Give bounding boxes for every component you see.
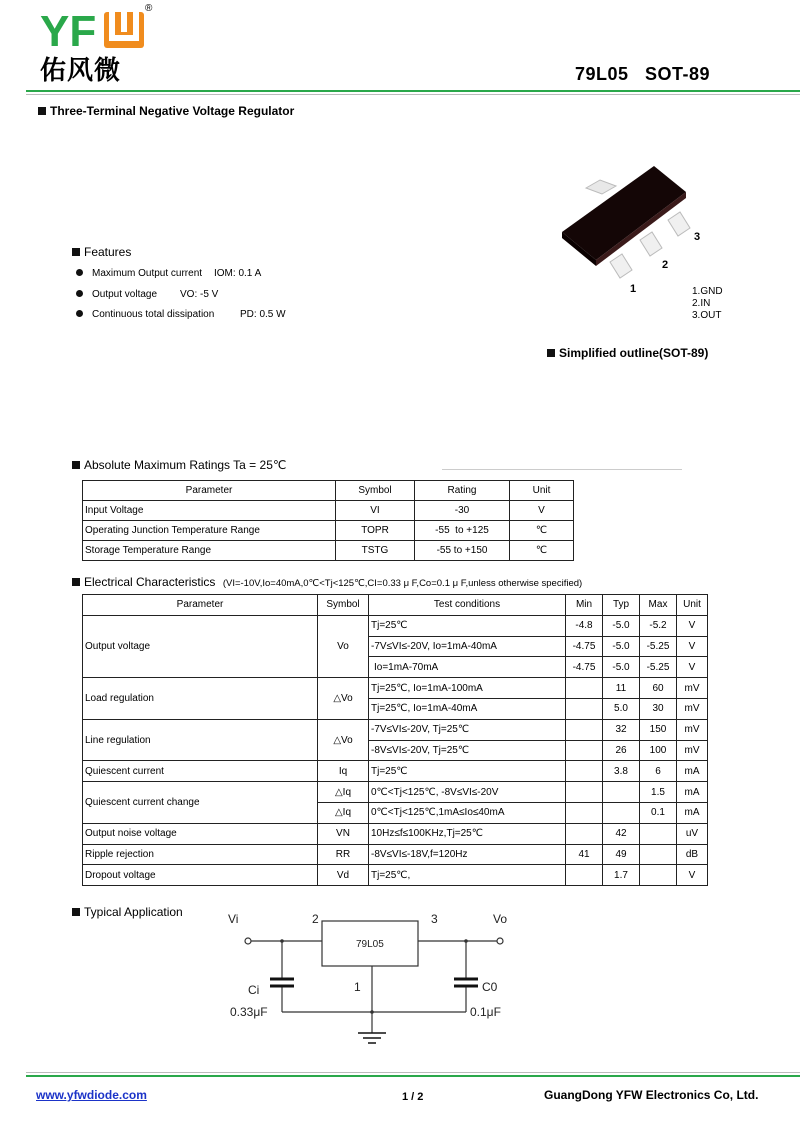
table-row [83,541,574,561]
unit-cell: V [677,657,708,678]
output-terminal-icon [497,938,503,944]
unit-cell: mA [677,782,708,803]
unit-cell: V [677,636,708,657]
part-number: 79L05 SOT-89 [575,64,711,84]
cond-cell: Tj=25℃, Io=1mA-40mA [369,698,566,719]
table-row [83,678,708,699]
unit-cell: dB [677,844,708,865]
elec-conditions: (VI=-10V,Io=40mA,0℃<Tj<125℃,CI=0.33 μ F,Co=0.1 μ F,unless otherwise specified) [222,578,583,589]
cond-cell: 10Hz≤f≤100KHz,Tj=25℃ [369,823,566,844]
min-cell: -4.75 [566,657,603,678]
symbol-cell: TOPR [336,521,415,541]
pin-3-label: 3 [431,912,438,926]
bullet-icon [76,290,83,297]
cond-cell: -7V≤VI≤-20V, Tj=25℃ [369,719,566,740]
column-header: Rating [415,481,510,501]
feature-item: Output voltage VO: -5 V [76,289,218,300]
page-number: 1 / 2 [402,1091,424,1103]
table-row [83,823,708,844]
table-row [83,501,574,521]
symbol-cell: RR [318,844,369,865]
typ-cell: 49 [603,844,640,865]
website-link[interactable]: www.yfwdiode.com [36,1088,147,1102]
doc-title: Three-Terminal Negative Voltage Regulator [38,104,294,118]
typ-cell: 11 [603,678,640,699]
typ-cell: 32 [603,719,640,740]
max-cell: 1.5 [640,782,677,803]
min-cell [566,698,603,719]
symbol-cell: Vo [318,615,369,677]
cond-cell: Io=1mA-70mA [369,657,566,678]
max-cell: 0.1 [640,802,677,823]
unit-cell: ℃ [510,521,574,541]
table-header-row [83,595,708,616]
cond-cell: -7V≤VI≤-20V, Io=1mA-40mA [369,636,566,657]
symbol-cell: △Vo [318,678,369,720]
unit-cell: V [677,615,708,636]
min-cell [566,719,603,740]
column-header: Symbol [336,481,415,501]
typ-cell: 1.7 [603,865,640,886]
typ-cell: 5.0 [603,698,640,719]
cond-cell: Tj=25℃, [369,865,566,886]
pin-number-label: 1 [630,283,637,295]
max-cell: -5.25 [640,657,677,678]
square-bullet-icon [72,908,80,916]
cond-cell: Tj=25℃ [369,615,566,636]
pin-2-label: 2 [312,912,319,926]
square-bullet-icon [72,461,80,469]
table-row [83,719,708,740]
typ-cell: 26 [603,740,640,761]
max-cell: 60 [640,678,677,699]
rating-cell: -30 [415,501,510,521]
max-cell: 100 [640,740,677,761]
max-cell [640,865,677,886]
application-heading: Typical Application [72,905,183,919]
pin-number-label: 3 [694,231,701,243]
param-cell: Input Voltage [83,501,336,521]
ground-icon [358,1033,386,1043]
elec-heading: Electrical Characteristics (VI=-10V,Io=40mA,0℃<Tj<125℃,CI=0.33 μ F,Co=0.1 μ F,unless otherwise specified) [72,573,582,591]
min-cell: -4.75 [566,636,603,657]
typ-cell [603,802,640,823]
unit-cell: uV [677,823,708,844]
max-cell [640,823,677,844]
elec-table [82,594,708,886]
unit-cell: mV [677,719,708,740]
symbol-cell: VN [318,823,369,844]
abs-max-table [82,480,574,561]
sot89-package-drawing [560,160,710,300]
typ-cell [603,782,640,803]
param-cell: Dropout voltage [83,865,318,886]
min-cell [566,761,603,782]
max-cell: -5.25 [640,636,677,657]
table-row [83,761,708,782]
pin-item: 3.OUT [692,310,722,321]
cond-cell: -8V≤VI≤-20V, Tj=25℃ [369,740,566,761]
cond-cell: Tj=25℃ [369,761,566,782]
unit-cell: mV [677,740,708,761]
symbol-cell: △Iq [318,802,369,823]
max-cell: -5.2 [640,615,677,636]
vo-label: Vo [493,912,508,926]
max-cell [640,844,677,865]
rating-cell: -55 to +150 [415,541,510,561]
max-cell: 6 [640,761,677,782]
bullet-icon [76,269,83,276]
typ-cell: 3.8 [603,761,640,782]
min-cell [566,678,603,699]
symbol-cell: △Vo [318,719,369,761]
param-cell: Load regulation [83,678,318,720]
param-cell: Output noise voltage [83,823,318,844]
pin-list [692,286,723,322]
rating-cell: -55 to +125 [415,521,510,541]
min-cell [566,802,603,823]
company-name: GuangDong YFW Electronics Co, Ltd. [544,1088,759,1102]
table-row [83,844,708,865]
column-header: Parameter [83,481,336,501]
typ-cell: -5.0 [603,636,640,657]
symbol-cell: VI [336,501,415,521]
cond-cell: 0℃<Tj<125℃, -8V≤VI≤-20V [369,782,566,803]
ci-value: 0.33μF [230,1005,268,1019]
param-cell: Quiescent current change [83,782,318,824]
package-caption: Simplified outline(SOT-89) [547,346,708,360]
abs-max-heading: Absolute Maximum Ratings Ta = 25℃ [72,458,286,472]
column-header: Unit [510,481,574,501]
unit-cell: mV [677,698,708,719]
min-cell [566,823,603,844]
table-row [83,615,708,636]
column-header: Typ [603,595,640,616]
cond-cell: -8V≤VI≤-18V,f=120Hz [369,844,566,865]
footer-rule [26,1075,800,1077]
feature-item: Maximum Output current IOM: 0.1 A [76,268,261,279]
min-cell [566,782,603,803]
table-row [83,865,708,886]
ci-label: Ci [248,983,260,997]
min-cell [566,865,603,886]
param-cell: Output voltage [83,615,318,677]
typ-cell: -5.0 [603,657,640,678]
divider [442,469,682,470]
unit-cell: mA [677,761,708,782]
unit-cell: V [510,501,574,521]
min-cell: 41 [566,844,603,865]
param-cell: Quiescent current [83,761,318,782]
features-heading: Features [72,245,131,259]
ic-label: 79L05 [356,939,384,950]
table-row [83,782,708,803]
square-bullet-icon [72,248,80,256]
typ-cell: -5.0 [603,615,640,636]
feature-item: Continuous total dissipation PD: 0.5 W [76,309,286,320]
logo-chinese-text: 佑风微 [40,56,122,86]
square-bullet-icon [38,107,46,115]
symbol-cell: Iq [318,761,369,782]
symbol-cell: △Iq [318,782,369,803]
co-value: 0.1μF [470,1005,501,1019]
unit-cell: mV [677,678,708,699]
column-header: Test conditions [369,595,566,616]
symbol-cell: Vd [318,865,369,886]
footer-rule-thin [26,1072,800,1073]
param-cell: Ripple rejection [83,844,318,865]
yfw-logo [40,6,150,54]
column-header: Symbol [318,595,369,616]
header-rule-thin [26,94,800,95]
max-cell: 150 [640,719,677,740]
pin-item: 2.IN [692,298,711,309]
cond-cell: 0℃<Tj<125℃,1mA≤Io≤40mA [369,802,566,823]
table-header-row [83,481,574,501]
square-bullet-icon [72,578,80,586]
column-header: Unit [677,595,708,616]
typ-cell: 42 [603,823,640,844]
table-row [83,521,574,541]
application-circuit-diagram [220,905,520,1055]
param-cell: Line regulation [83,719,318,761]
pin-item: 1.GND [692,286,723,297]
bullet-icon [76,310,83,317]
registered-mark: ® [145,3,153,14]
max-cell: 30 [640,698,677,719]
column-header: Min [566,595,603,616]
column-header: Parameter [83,595,318,616]
co-label: C0 [482,980,498,994]
min-cell [566,740,603,761]
symbol-cell: TSTG [336,541,415,561]
pin-1-label: 1 [354,980,361,994]
unit-cell: V [677,865,708,886]
square-bullet-icon [547,349,555,357]
svg-text:YF: YF [40,7,97,54]
min-cell: -4.8 [566,615,603,636]
pin-number-label: 2 [662,259,669,271]
header-rule [26,90,800,92]
column-header: Max [640,595,677,616]
input-terminal-icon [245,938,251,944]
cond-cell: Tj=25℃, Io=1mA-100mA [369,678,566,699]
unit-cell: mA [677,802,708,823]
param-cell: Operating Junction Temperature Range [83,521,336,541]
param-cell: Storage Temperature Range [83,541,336,561]
vi-label: Vi [228,912,239,926]
unit-cell: ℃ [510,541,574,561]
